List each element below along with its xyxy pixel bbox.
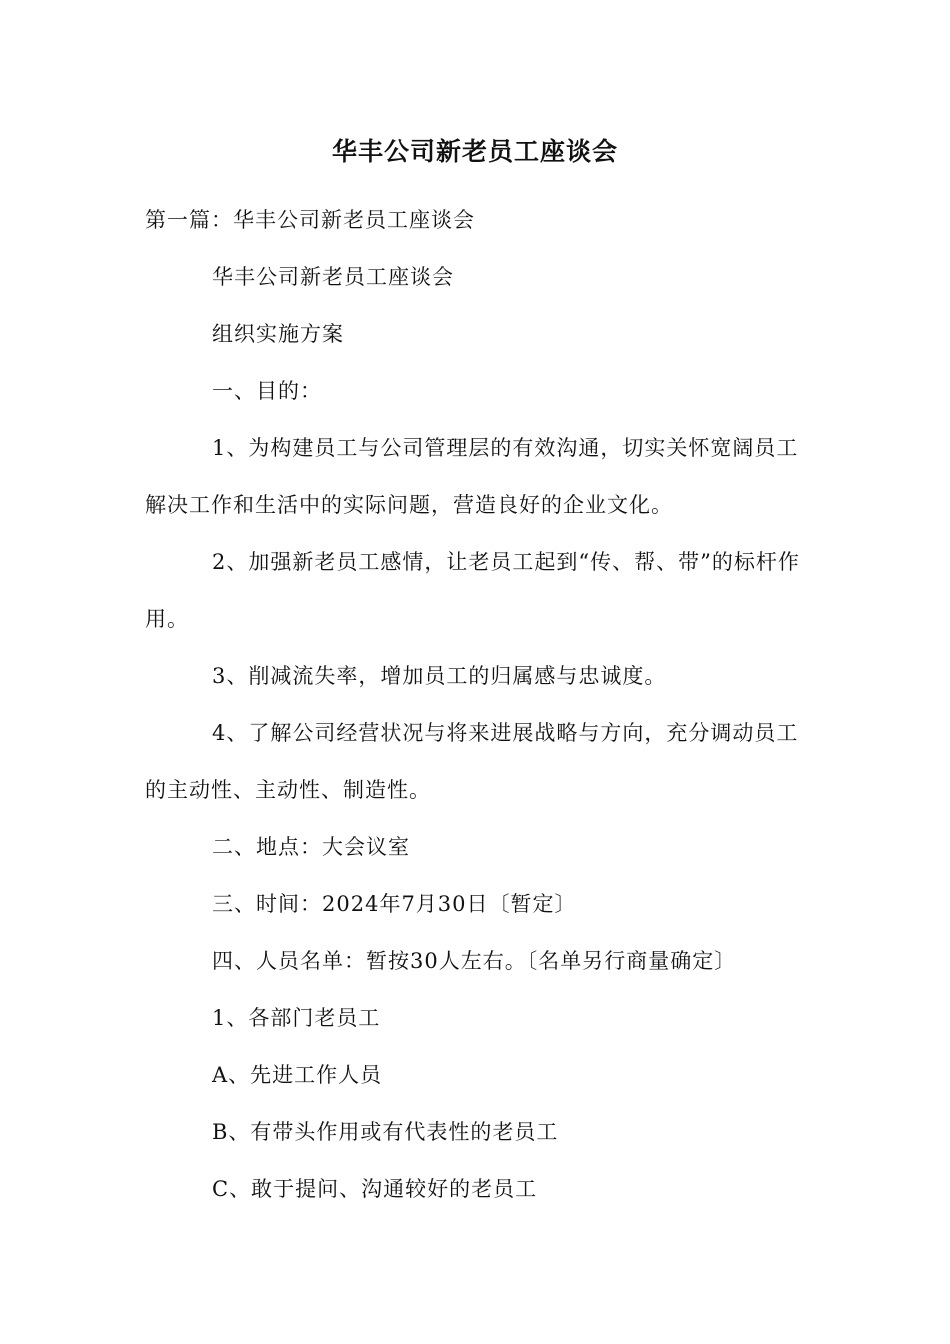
paragraph: 1、为构建员工与公司管理层的有效沟通，切实关怀宽阔员工解决工作和生活中的实际问题，营造良好的企业文化。 (145, 436, 799, 517)
paragraph: 组织实施方案 (212, 322, 344, 346)
paragraph: 华丰公司新老员工座谈会 (212, 265, 454, 289)
paragraph: C、敢于提问、沟通较好的老员工 (212, 1177, 538, 1201)
paragraph: 二、地点：大会议室 (212, 835, 410, 859)
paragraph: 3、削减流失率，增加员工的归属感与忠诚度。 (212, 664, 667, 688)
paragraph: 一、目的： (212, 379, 322, 403)
paragraph: 4、了解公司经营状况与将来进展战略与方向，充分调动员工的主动性、主动性、制造性。 (145, 721, 799, 802)
paragraph: 2、加强新老员工感情，让老员工起到“传、帮、带”的标杆作用。 (145, 550, 800, 631)
paragraph: 1、各部门老员工 (212, 1006, 381, 1030)
section-heading: 第一篇：华丰公司新老员工座谈会 (145, 208, 475, 232)
document-title: 华丰公司新老员工座谈会 (331, 137, 618, 166)
paragraph: A、先进工作人员 (212, 1063, 383, 1087)
paragraph: 三、时间：2024年7月30日〔暂定〕 (212, 892, 577, 916)
paragraph: B、有带头作用或有代表性的老员工 (212, 1120, 559, 1144)
paragraph: 四、人员名单：暂按30人左右。〔名单另行商量确定〕 (212, 949, 737, 973)
